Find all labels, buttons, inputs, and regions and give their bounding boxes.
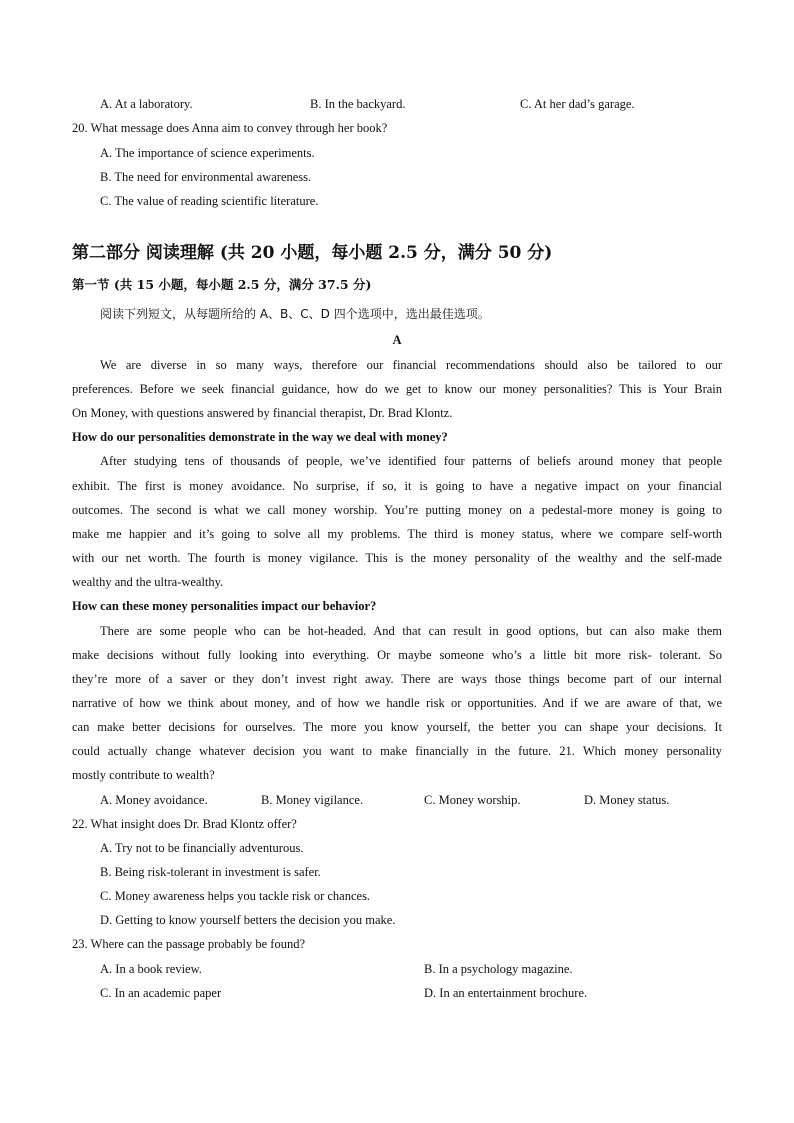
q22-option-c: C. Money awareness helps you tackle risk or chances. [100,889,371,903]
q20-option-b: B. The need for environmental awareness. [100,170,312,184]
para1-line: On Money, with questions answered by financial therapist, Dr. Brad Klontz. [72,406,453,420]
para3-line: could actually change whatever decision you want to make financially in the future. 21. Which money personality [72,744,722,758]
instructions: 阅读下列短文，从每题所给的 A、B、C、D 四个选项中，选出最佳选项。 [100,307,490,321]
para3-line: mostly contribute to wealth? [72,768,215,782]
q23-option-d: D. In an entertainment brochure. [424,986,588,1000]
q21-option-d: D. Money status. [584,793,670,807]
passage-label: A [392,333,402,347]
q22-option-d: D. Getting to know yourself betters the decision you make. [100,913,396,927]
para2-line: with our net worth. The fourth is money vigilance. This is the money personality of the wealthy and the self-made [72,551,722,565]
question-heading-2: How can these money personalities impact our behavior? [72,599,377,613]
section1-heading: 第一节 (共 15 小题，每小题 2.5 分，满分 37.5 分) [72,277,372,292]
q19-option-a: A. At a laboratory. [100,97,193,111]
question-heading-1: How do our personalities demonstrate in the way we deal with money? [72,430,448,444]
q20-option-c: C. The value of reading scientific literature. [100,194,319,208]
para3-line: they’re more of a saver or they don’t invest right away. There are ways those things become part of our internal [72,672,722,686]
para2-line: make me happier and it’s going to solve all my problems. The third is money status, where we compare self-worth [72,527,722,541]
para2-line: exhibit. The first is money avoidance. No surprise, if so, it is going to have a negative impact on your financial [72,479,722,493]
para2-line: After studying tens of thousands of people, we’ve identified four patterns of beliefs around money that people [100,454,722,468]
q23-option-a: A. In a book review. [100,962,202,976]
q19-option-b: B. In the backyard. [310,97,406,111]
part2-heading: 第二部分 阅读理解 (共 20 小题，每小题 2.5 分，满分 50 分) [72,243,553,263]
para3-line: make decisions without fully looking into everything. Or maybe someone who’s a little bit more risk- tolerant. So [72,648,722,662]
para2-line: outcomes. The second is what we call money worship. You’re putting money on a pedestal-more money is going to [72,503,722,517]
q20-option-a: A. The importance of science experiments. [100,146,315,160]
q21-option-c: C. Money worship. [424,793,521,807]
para2-line: wealthy and the ultra-wealthy. [72,575,224,589]
q23-option-b: B. In a psychology magazine. [424,962,573,976]
q23-option-c: C. In an academic paper [100,986,222,1000]
para1-line: We are diverse in so many ways, therefore our financial recommendations should also be tailored to our [100,358,722,372]
q21-option-a: A. Money avoidance. [100,793,208,807]
q23-stem: 23. Where can the passage probably be found? [72,937,306,951]
q22-option-b: B. Being risk-tolerant in investment is safer. [100,865,321,879]
q22-option-a: A. Try not to be financially adventurous. [100,841,304,855]
para3-line: can make better decisions for ourselves. The more you know yourself, the better you can shape your decisions. It [72,720,722,734]
para3-line: There are some people who can be hot-headed. And that can result in good options, but can also make them [100,624,722,638]
q21-option-b: B. Money vigilance. [261,793,364,807]
q20-stem: 20. What message does Anna aim to convey through her book? [72,121,388,135]
para1-line: preferences. Before we seek financial guidance, how do we get to know our money personalities? This is Your Brain [72,382,722,396]
q19-option-c: C. At her dad’s garage. [520,97,635,111]
q22-stem: 22. What insight does Dr. Brad Klontz offer? [72,817,297,831]
para3-line: narrative of how we think about money, and of how we handle risk or opportunities. And if we are aware of that, we [72,696,722,710]
